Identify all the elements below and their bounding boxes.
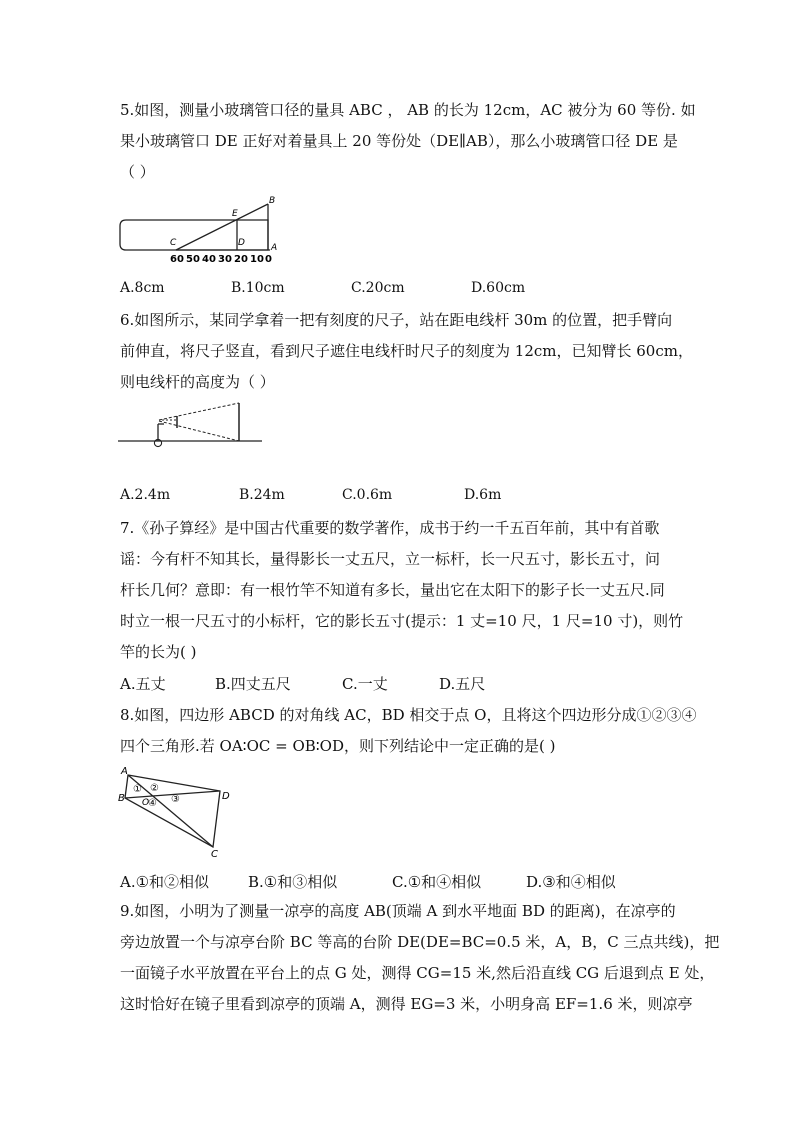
- q6-line-3: 则电线杆的高度为（ ）: [120, 373, 275, 391]
- q9-line-3: 一面镜子水平放置在平台上的点 G 处，测得 CG=15 米,然后沿直线 CG 后退到点 E 处，: [120, 964, 715, 982]
- q5-line-1: 5.如图，测量小玻璃管口径的量具 ABC ， AB 的长为 12cm，AC 被分为 60 等份. 如: [120, 101, 696, 119]
- sightline-top: [159, 403, 239, 420]
- q6-option-c: C.0.6m: [342, 487, 393, 503]
- scale-10: 10: [250, 254, 264, 265]
- q7-option-b: B.四丈五尺: [215, 675, 291, 693]
- region-4: ④: [148, 798, 157, 809]
- scale-20: 20: [234, 254, 248, 265]
- caliper-body: [120, 220, 268, 250]
- q7-option-a: A.五丈: [120, 675, 166, 693]
- q5-option-c: C.20cm: [351, 280, 405, 296]
- scale-30: 30: [218, 254, 232, 265]
- q8-option-b: B.①和③相似: [248, 873, 338, 891]
- region-2: ②: [150, 783, 159, 794]
- q7-line-3: 杆长几何？意即：有一根竹竿不知道有多长，量出它在太阳下的影子长一丈五尺.同: [120, 581, 665, 599]
- q6-line-1: 6.如图所示，某同学拿着一把有刻度的尺子，站在距电线杆 30m 的位置，把手臂向: [120, 311, 673, 329]
- q8-line-1: 8.如图，四边形 ABCD 的对角线 AC，BD 相交于点 O，且将这个四边形分成①②③④: [120, 706, 697, 724]
- q5-line-2: 果小玻璃管口 DE 正好对着量具上 20 等份处（DE∥AB），那么小玻璃管口径 DE 是: [120, 132, 678, 150]
- label-a: A: [271, 243, 278, 253]
- sightline-bottom: [159, 421, 239, 441]
- label-b: B: [118, 793, 125, 804]
- q5-figure-caliper: [118, 192, 288, 267]
- q7-line-1: 7.《孙子算经》是中国古代重要的数学著作，成书于约一千五百年前，其中有首歌: [120, 519, 660, 537]
- scale-50: 50: [186, 254, 200, 265]
- label-c: C: [170, 238, 177, 248]
- q6-figure-person-ruler: [118, 400, 263, 445]
- label-b: B: [269, 196, 276, 206]
- q5-line-3: （ ）: [120, 163, 155, 181]
- q8-option-d: D.③和④相似: [526, 873, 616, 891]
- region-1: ①: [133, 784, 142, 795]
- scale-numbers: [170, 254, 272, 265]
- q8-option-c: C.①和④相似: [392, 873, 482, 891]
- q6-option-d: D.6m: [464, 487, 502, 503]
- label-c: C: [211, 849, 218, 860]
- scale-40: 40: [202, 254, 216, 265]
- q6-line-2: 前伸直，将尺子竖直，看到尺子遮住电线杆时尺子的刻度为 12cm，已知臂长 60cm，: [120, 342, 693, 360]
- q6-option-a: A.2.4m: [120, 487, 171, 503]
- q7-line-5: 竿的长为( ): [120, 643, 197, 661]
- q6-option-b: B.24m: [239, 487, 285, 503]
- scale-0: 0: [265, 254, 272, 265]
- label-d: D: [238, 238, 245, 248]
- label-e: E: [232, 209, 238, 219]
- q8-option-a: A.①和②相似: [120, 873, 210, 891]
- q9-line-1: 9.如图，小明为了测量一凉亭的高度 AB(顶端 A 到水平地面 BD 的距离)，在凉亭的: [120, 902, 676, 920]
- label-a: A: [121, 766, 128, 777]
- q9-line-2: 旁边放置一个与凉亭台阶 BC 等高的台阶 DE(DE=BC=0.5 米，A，B，C 三点共线)，把: [120, 933, 720, 951]
- scale-60: 60: [170, 254, 184, 265]
- q8-line-2: 四个三角形.若 OA∶OC = OB∶OD，则下列结论中一定正确的是( ): [120, 737, 556, 755]
- line-cb: [176, 204, 268, 250]
- label-o: O: [142, 798, 150, 808]
- q7-line-4: 时立一根一尺五寸的小标杆，它的影长五寸(提示：1 丈=10 尺，1 尺=10 寸)，则竹: [120, 612, 684, 630]
- q8-figure-quadrilateral: [118, 764, 243, 859]
- q9-line-4: 这时恰好在镜子里看到凉亭的顶端 A，测得 EG=3 米，小明身高 EF=1.6 米，则凉亭: [120, 995, 693, 1013]
- q7-option-c: C.一丈: [342, 675, 388, 693]
- region-3: ③: [171, 794, 180, 805]
- q7-line-2: 谣：今有杆不知其长，量得影长一丈五尺，立一标杆，长一尺五寸，影长五寸，问: [120, 550, 661, 568]
- q5-option-a: A.8cm: [120, 280, 165, 296]
- q5-option-d: D.60cm: [471, 280, 526, 296]
- q5-option-b: B.10cm: [231, 280, 285, 296]
- label-d: D: [222, 791, 230, 802]
- q7-option-d: D.五尺: [439, 675, 486, 693]
